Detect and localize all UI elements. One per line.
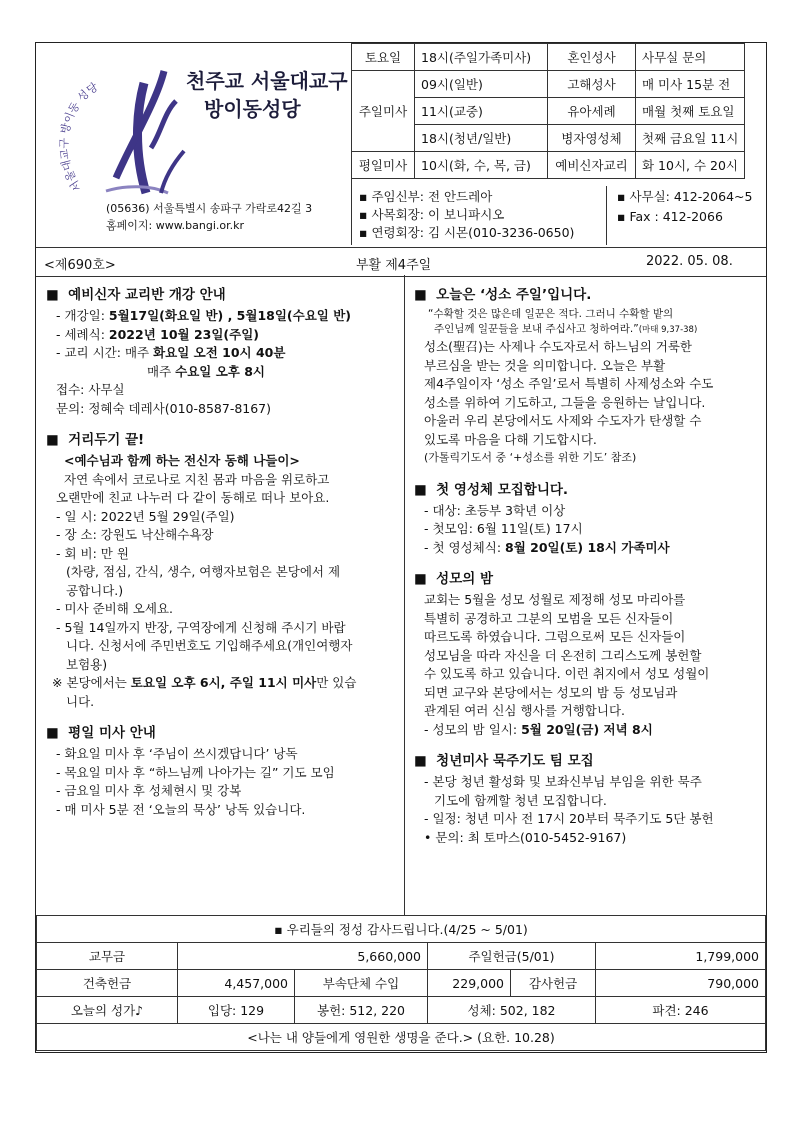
weekday-label: 평일미사	[352, 152, 415, 179]
section-title: ■ 오늘은 ‘성소 주일’입니다.	[414, 287, 592, 303]
issue-title: 부활 제4주일	[356, 258, 432, 273]
address: (05636) 서울특별시 송파구 가락로42길 3	[106, 202, 313, 215]
sunday-time: 18시(청년/일반)	[415, 125, 548, 152]
sacrament-value: 매월 첫째 토요일	[636, 98, 745, 125]
sacrament-label: 예비신자교리	[548, 152, 636, 179]
bible-verse: <나는 내 양들에게 영원한 생명을 준다.> (요한. 10.28)	[37, 1024, 766, 1051]
fax: ▪ Fax : 412-2066	[617, 209, 723, 224]
saturday-label: 토요일	[352, 44, 415, 71]
section-title: ■ 청년미사 묵주기도 팀 모집	[414, 753, 594, 769]
sacrament-label: 고해성사	[548, 71, 636, 98]
sunday-label: 주일미사	[352, 71, 415, 152]
staff-item: ▪ 사목회장: 이 보니파시오	[359, 207, 505, 222]
section-title: ■ 첫 영성체 모집합니다.	[414, 481, 569, 498]
sacrament-label: 병자영성체	[548, 125, 636, 152]
column-divider	[404, 275, 405, 915]
right-column: ■ 오늘은 ‘성소 주일’입니다. “수확할 것은 많은데 일꾼은 적다. 그러니 수확할 밭의 주인님께 일꾼들을 보내 주십사고 청하여라.”(마태 9,37-38) 성소(聖召)는 사제나 수도자로서 하느님의 거룩한 부르심을 받는 것을 의미합니다. 오늘은 부활 제4주일이자 ‘성소 주일’로서 특별히 사제성소와 수도 성소를 위하여 기도하고, 그들을 응원하는 날입니다. 아울러 우리 본당에서도 사제와 수도자가 탄생할 수 있도록 마음을 다해 기도합시다. (가톨릭기도서 중 ‘+성소를 위한 기도’ 참조) ■ 첫 영성체 모집합니다. - 대상: 초등부 3학년 이상 - 첫모임: 6월 11일(토) 17시 - 첫 영성체식: 8월 20일(토) 18시 가족미사 ■ 성모의 밤 교회는 5월을 성모 성월로 제정해 성모 마리아를 특별히 공경하고 그분의 모범을 모든 신자들이 따르도록 하였습니다. 그럼으로써 모든 신자들이 성모님을 따라 자신을 더 온전히 그리스도께 봉헌할 수 있도록 하고 있습니다. 이런 취지에서 성모 성월이 되면 교구와 본당에서는 성모의 밤 등 성모님과 관계된 여러 신심 행사를 거행합니다. - 성모의 밤 일시: 5월 20일(금) 저녁 8시 ■ 청년미사 묵주기도 팀 모집 - 본당 청년 활성화 및 보좌신부님 부임을 위한 묵주 기도에 함께할 청년 모집합니다. - 일정: 청년 미사 전 17시 20부터 묵주기도 5단 봉헌 • 문의: 최 토마스(010-5452-9167)	[414, 283, 759, 847]
issue-date: 2022. 05. 08.	[646, 254, 733, 269]
sacrament-value: 첫째 금요일 11시	[636, 125, 745, 152]
section-title: ■ 평일 미사 안내	[46, 725, 156, 741]
sacrament-value: 매 미사 15분 전	[636, 71, 745, 98]
issue-bar	[36, 247, 766, 277]
homepage: 홈페이지: www.bangi.or.kr	[106, 219, 245, 232]
left-column: ■ 예비신자 교리반 개강 안내 - 개강일: 5월17일(화요일 반) , 5월18일(수요일 반) - 세례식: 2022년 10월 23일(주일) - 교리 시간: 매주 화요일 오전 10시 40분 매주 수요일 오후 8시 접수: 사무실 문의: 정혜숙 데레사(010-8587-8167) ■ 거리두기 끝! <예수님과 함께 하는 전신자 동해 나들이> 자연 속에서 코로나로 지친 몸과 마음을 위로하고 오랜만에 친교 나누러 다 같이 동해로 떠나 보아요. - 일 시: 2022년 5월 29일(주일) - 장 소: 강원도 낙산해수욕장 - 회 비: 만 원 (차량, 점심, 간식, 생수, 여행자보험은 본당에서 제 공합니다.) - 미사 준비해 오세요. - 5월 14일까지 반장, 구역장에게 신청해 주시기 바랍 니다. 신청서에 주민번호도 기입해주세요(개인여행자 보험용) ※ 본당에서는 토요일 오후 6시, 주일 11시 미사만 있습 니다. ■ 평일 미사 안내 - 화요일 미사 후 ‘주님이 쓰시겠답니다’ 낭독 - 목요일 미사 후 “하느님께 나아가는 길” 기도 모임 - 금요일 미사 후 성체현시 및 강복 - 매 미사 5분 전 ‘오늘의 묵상’ 낭독 있습니다.	[46, 283, 396, 819]
sacrament-label: 혼인성사	[548, 44, 636, 71]
section-title: ■ 예비신자 교리반 개강 안내	[46, 287, 226, 303]
staff-item: ▪ 주임신부: 전 안드레아	[359, 189, 493, 204]
offering-title: ▪ 우리들의 정성 감사드립니다.(4/25 ~ 5/01)	[37, 916, 766, 943]
staff-info	[351, 186, 766, 245]
parish-name-line1: 천주교 서울대교구	[186, 69, 348, 93]
mass-schedule-table	[351, 43, 745, 179]
logo-ring-text: 서울대교구 방이동 성당	[57, 80, 101, 194]
saturday-time: 18시(주일가족미사)	[415, 44, 548, 71]
sunday-time: 09시(일반)	[415, 71, 548, 98]
section-title: ■ 거리두기 끝!	[46, 432, 145, 448]
sacrament-value: 화 10시, 수 20시	[636, 152, 745, 179]
sacrament-label: 유아세례	[548, 98, 636, 125]
sunday-time: 11시(교중)	[415, 98, 548, 125]
offering-table: ▪ 우리들의 정성 감사드립니다.(4/25 ~ 5/01) 교무금 5,660,000 주일헌금(5/01) 1,799,000 건축헌금 4,457,000 부속단체 수입 229,000 감사헌금 790,000 오늘의 성가♪ 입당: 129 봉헌: 512, 220 성체: 502, 182 파견: 246 <나는 내 양들에게 영원한 생명을 준다.> (요한. 10.28)	[36, 915, 766, 1051]
bulletin-frame	[35, 42, 767, 1053]
section-title: ■ 성모의 밤	[414, 571, 494, 587]
weekday-time: 10시(화, 수, 목, 금)	[415, 152, 548, 179]
office-phone: ▪ 사무실: 412-2064~5	[617, 189, 753, 204]
staff-item: ▪ 연령회장: 김 시몬(010-3236-0650)	[359, 225, 575, 240]
sacrament-value: 사무실 문의	[636, 44, 745, 71]
issue-number: <제690호>	[44, 258, 116, 273]
header-logo-area	[36, 43, 352, 245]
parish-name-line2: 방이동성당	[204, 97, 301, 121]
